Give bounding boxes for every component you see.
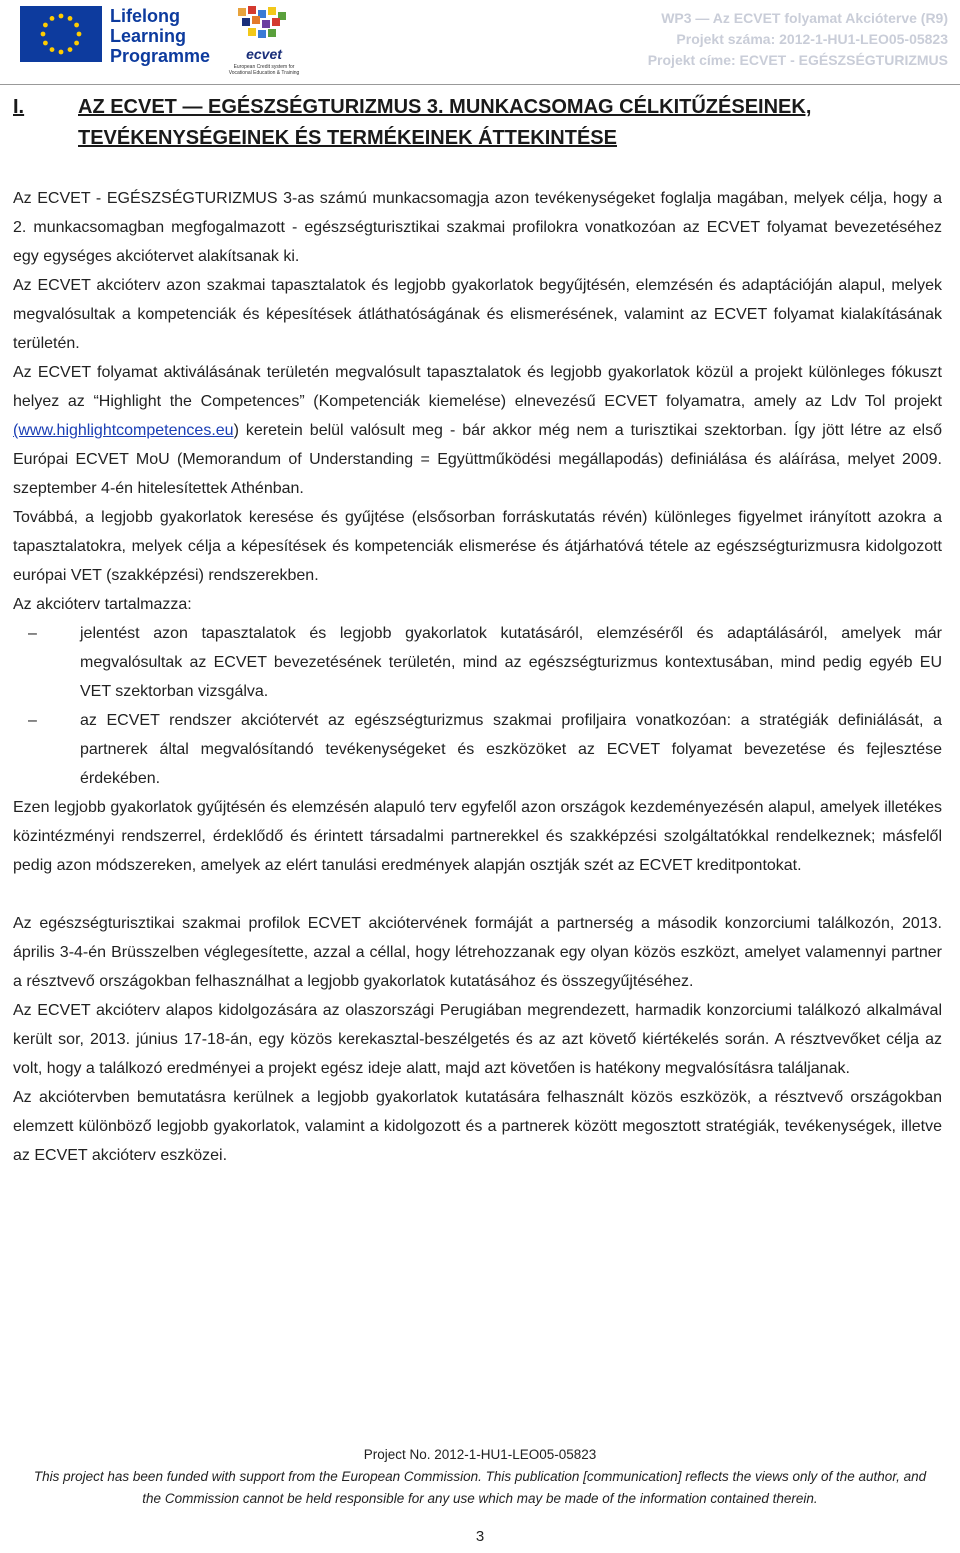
header-project-title: Projekt címe: ECVET - EGÉSZSÉGTURIZMUS xyxy=(647,52,948,68)
document-body xyxy=(13,92,942,1170)
footer-project-number: Project No. 2012-1-HU1-LEO05-05823 xyxy=(363,1447,597,1462)
spacer xyxy=(13,880,942,909)
header-project-number: Projekt száma: 2012-1-HU1-LEO05-05823 xyxy=(676,31,948,47)
llp-logo-text xyxy=(110,6,210,66)
spacer xyxy=(13,154,942,184)
section-title: AZ ECVET — EGÉSZSÉGTURIZMUS 3. MUNKACSOMAG CÉLKITŰZÉSEINEK, TEVÉKENYSÉGEINEK ÉS TERMÉKEINEK ÁTTEKINTÉSE xyxy=(78,96,812,149)
ecvet-logo-subtitle: European Credit system for Vocational Education & Training xyxy=(228,64,300,76)
footer-disclaimer-line: the Commission cannot be held responsible for any use which may be made of the information contained therein. xyxy=(142,1491,818,1506)
section-number: I. xyxy=(13,96,25,118)
paragraph-brussels-meeting: Az egészségturisztikai szakmai profilok ECVET akciótervének formáját a partnerség a második konzorciumi találkozón, 2013. április 3-4-én Brüsszelben véglegesítette, azzal a céllal, hogy létrehozzanak egy olyan közös eszközt, amelyet valamennyi partner a résztvevő országokban felhasználhat a legjobb gyakorlatok kutatásához és összegyűjtéséhez. xyxy=(13,915,942,990)
header-doc-title: WP3 — Az ECVET folyamat Akcióterve (R9) xyxy=(661,10,948,26)
paragraph-list-intro: Az akcióterv tartalmazza: xyxy=(13,596,192,613)
paragraph-text: Az ECVET folyamat aktiválásának területén megvalósult tapasztalatok és legjobb gyakorlatok közül a projekt különleges fókuszt helyez az “Highlight the Competences” (Kompetenciák kiemelése) elnevezésű ECVET folyamatra, amely az Ldv Tol projekt xyxy=(13,364,942,410)
action-plan-contents-list xyxy=(13,619,942,793)
paragraph-best-practices: Továbbá, a legjobb gyakorlatok keresése és gyűjtése (elsősorban forráskutatás révén) különleges figyelmet irányított azokra a tapasztalatokra, melyek célja a képesítések és kompetenciák elismerése és átjárhatóvá tétele az egészségturizmusra kidolgozott európai VET (szakképzési) rendszerekben. xyxy=(13,509,942,584)
section-heading xyxy=(13,92,942,154)
paragraph-action-plan-basis: Az ECVET akcióterv azon szakmai tapasztalatok és legjobb gyakorlatok begyűjtésén, elemzésén és adaptációján alapul, melyek megvalósultak a kompetenciák és képesítések átláthatóságának és elismerésének, valamint az ECVET folyamat kialakításának területén. xyxy=(13,277,942,352)
header-project-info xyxy=(648,8,948,71)
eu-flag-logo xyxy=(20,6,102,62)
ecvet-logo-word: ecvet xyxy=(246,46,282,62)
ecvet-mosaic-icon xyxy=(228,4,300,46)
ecvet-logo xyxy=(228,4,300,82)
paragraph-highlight-competences xyxy=(13,358,942,503)
footer-disclaimer-line: This project has been funded with support from the European Commission. This publication [communication] reflects the views only of the author, and xyxy=(33,1469,927,1484)
llp-line: Programme xyxy=(110,46,211,66)
paragraph-text: ) keretein belül valósult meg - bár akkor még nem a turisztikai szektorban. Így jött létre az első Európai ECVET MoU (Memorandum of Understanding = Együttműködési megállapodás) definiálása és aláírása, melyet 2009. szeptember 4-én hitelesítettek Athénban. xyxy=(13,422,942,497)
header-divider xyxy=(0,84,960,85)
paragraph-intro: Az ECVET - EGÉSZSÉGTURIZMUS 3-as számú munkacsomagja azon tevékenységeket foglalja magában, melyek célja, hogy a 2. munkacsomagban megfogalmazott - egészségturisztikai szakmai profilokra vonatkozóan az ECVET folyamat bevezetéséhez egy egységes akciótervet alakítsanak ki. xyxy=(13,190,942,265)
paragraph-action-plan-tools: Az akciótervben bemutatásra kerülnek a legjobb gyakorlatok kutatására felhasznált közös eszközök, a résztvevő országokban elemzett különböző legjobb gyakorlatok, valamint a kidolgozott és a partnerek között megosztott stratégiák, tevékenységek, illetve az ECVET akcióterv eszközei. xyxy=(13,1089,942,1164)
page-footer xyxy=(0,1444,960,1510)
llp-line: Learning xyxy=(110,26,187,46)
page-number: 3 xyxy=(475,1528,485,1545)
llp-line: Lifelong xyxy=(110,6,180,26)
highlightcompetences-link[interactable]: (www.highlightcompetences.eu xyxy=(13,422,234,439)
page-header xyxy=(0,0,960,84)
list-item: – jelentést azon tapasztalatok és legjobb gyakorlatok kutatásáról, elemzéséről és adaptálásáról, amelyek már megvalósultak az ECVET bevezetésének területén, mind az egészségturizmus kontextusában, mind pedig egyéb EU VET szektorban vizsgálva. xyxy=(80,619,942,706)
list-item: – az ECVET rendszer akciótervét az egészségturizmus szakmai profiljaira vonatkozóan: a stratégiák definiálását, a partnerek által megvalósítandó tevékenységeket és eszközöket az ECVET folyamat bevezetése és fejlesztése érdekében. xyxy=(80,706,942,793)
eu-stars-icon xyxy=(20,6,102,62)
paragraph-plan-basis: Ezen legjobb gyakorlatok gyűjtésén és elemzésén alapuló terv egyfelől azon országok kezdeményezésén alapul, amelyek illetékes közintézményi rendszerrel, érdeklődő és érintett társadalmi partnerekkel és szakképzési szolgáltatókkal rendelkeznek; másfelől pedig azon módszereken, amelyek az elért tanulási eredmények alapján osztják szét az ECVET kreditpontokat. xyxy=(13,799,942,874)
paragraph-perugia-meeting: Az ECVET akcióterv alapos kidolgozására az olaszországi Perugiában megrendezett, harmadik konzorciumi találkozó alkalmával került sor, 2013. június 17-18-án, egy közös kerekasztal-beszélgetés és az azt követő kiértékelés során. A résztvevőket célja az volt, hogy a találkozó eredményei a projekt egész ideje alatt, majd azt követően is hatékony megvalósításra találjanak. xyxy=(13,1002,942,1077)
